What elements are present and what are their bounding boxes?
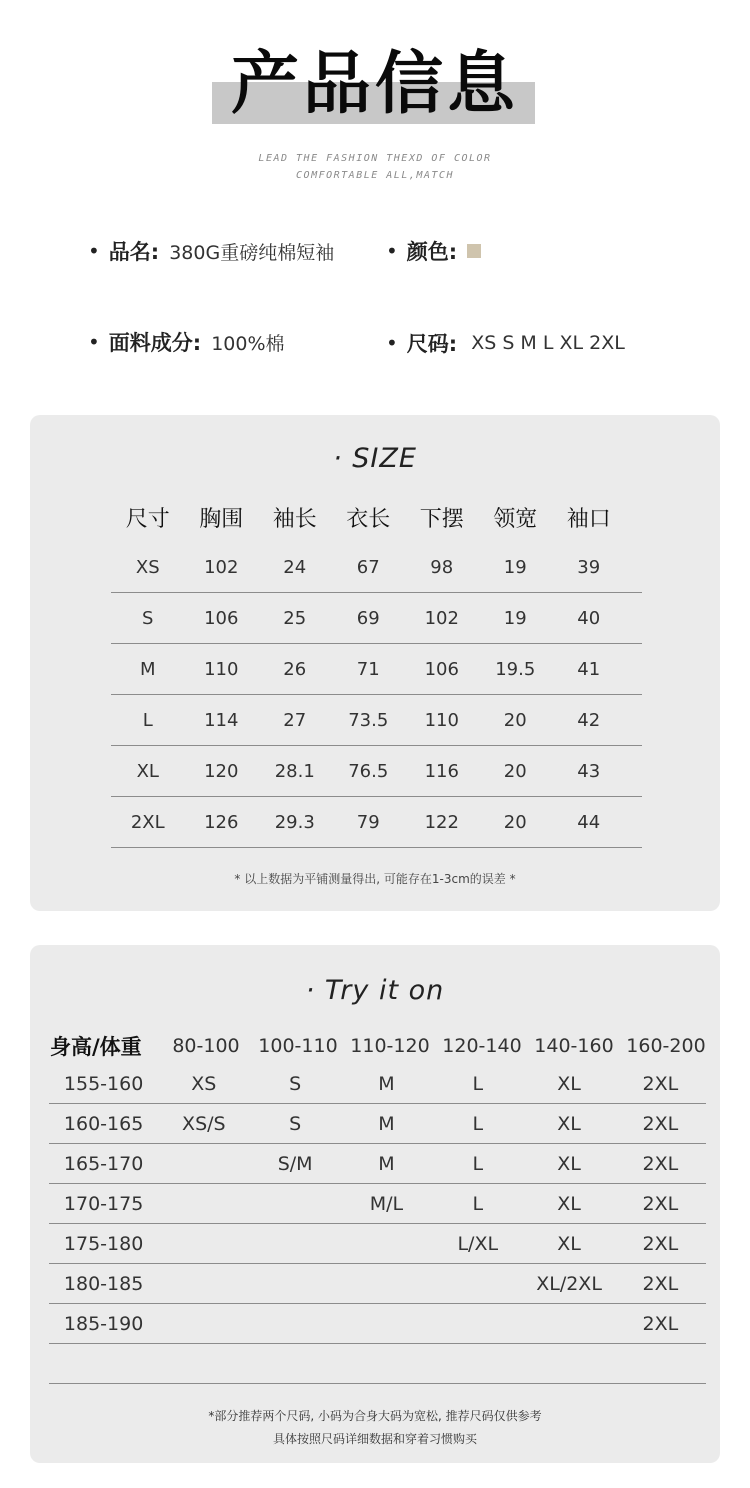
table-cell: S bbox=[142, 607, 154, 629]
info-fabric bbox=[88, 327, 285, 357]
page-title: 产品信息 bbox=[230, 45, 519, 124]
table-cell: 28.1 bbox=[274, 760, 315, 782]
weight-header-cell: 100-110 bbox=[258, 1035, 338, 1057]
table-row bbox=[111, 593, 642, 644]
try-on-header-row bbox=[50, 1031, 712, 1061]
table-row bbox=[49, 1344, 706, 1384]
table-cell: 19 bbox=[503, 556, 527, 578]
recommended-size-cell: XL bbox=[557, 1072, 581, 1095]
table-cell: 120 bbox=[204, 760, 239, 782]
recommended-size-cell: L/XL bbox=[457, 1232, 499, 1255]
table-cell: 25 bbox=[283, 607, 307, 629]
table-cell: 20 bbox=[503, 811, 527, 833]
size-header-cell: 袖长 bbox=[272, 506, 317, 532]
size-header-cell: 袖口 bbox=[566, 506, 611, 532]
recommended-size-cell: 2XL bbox=[642, 1072, 679, 1095]
recommended-size-cell: XL/2XL bbox=[536, 1272, 602, 1295]
table-cell: M bbox=[139, 658, 156, 680]
table-cell: 19.5 bbox=[495, 658, 536, 680]
table-cell: 110 bbox=[204, 658, 239, 680]
tagline-line-1: LEAD THE FASHION THEXD OF COLOR bbox=[258, 153, 492, 164]
table-cell: 40 bbox=[577, 607, 601, 629]
recommended-size-cell: L bbox=[472, 1112, 484, 1135]
table-cell: 116 bbox=[424, 760, 459, 782]
recommended-size-cell: S bbox=[289, 1072, 302, 1095]
size-header-cell: 胸围 bbox=[199, 506, 244, 532]
table-cell: 106 bbox=[424, 658, 459, 680]
table-cell: 20 bbox=[503, 760, 527, 782]
size-header-cell: 尺寸 bbox=[125, 506, 170, 532]
height-cell: 175-180 bbox=[63, 1232, 144, 1255]
height-cell: 155-160 bbox=[63, 1072, 144, 1095]
try-on-title: · Try it on bbox=[305, 975, 445, 1006]
table-cell: L bbox=[142, 709, 153, 731]
table-cell: 76.5 bbox=[348, 760, 389, 782]
table-row bbox=[111, 644, 642, 695]
table-row bbox=[49, 1224, 706, 1264]
size-header-cell: 衣长 bbox=[346, 506, 391, 532]
size-header-cell: 下摆 bbox=[419, 506, 464, 532]
table-row bbox=[111, 746, 642, 797]
recommended-size-cell: 2XL bbox=[642, 1232, 679, 1255]
bullet-icon: • bbox=[386, 239, 398, 263]
recommended-size-cell: XL bbox=[557, 1232, 581, 1255]
color-swatch bbox=[467, 244, 481, 258]
table-cell: 44 bbox=[577, 811, 601, 833]
table-cell: XL bbox=[136, 760, 159, 782]
table-row bbox=[49, 1104, 706, 1144]
size-table-body bbox=[111, 542, 642, 848]
table-row bbox=[111, 695, 642, 746]
recommended-size-cell: 2XL bbox=[642, 1112, 679, 1135]
recommended-size-cell: L bbox=[472, 1192, 484, 1215]
table-cell: 24 bbox=[283, 556, 307, 578]
table-row bbox=[49, 1064, 706, 1104]
table-cell: 114 bbox=[204, 709, 239, 731]
table-cell: 110 bbox=[424, 709, 459, 731]
table-cell: 102 bbox=[204, 556, 239, 578]
table-cell: 39 bbox=[577, 556, 601, 578]
color-label: 颜色: bbox=[406, 240, 458, 264]
try-on-table-body bbox=[49, 1064, 706, 1384]
height-cell: 165-170 bbox=[63, 1152, 144, 1175]
table-cell: 26 bbox=[283, 658, 307, 680]
try-on-note-1: *部分推荐两个尺码, 小码为合身大码为宽松, 推荐尺码仅供参考 bbox=[208, 1409, 542, 1423]
table-cell: 126 bbox=[204, 811, 239, 833]
recommended-size-cell: M bbox=[378, 1152, 395, 1175]
table-cell: 2XL bbox=[130, 811, 165, 833]
table-row bbox=[49, 1184, 706, 1224]
try-on-note-2: 具体按照尺码详细数据和穿着习惯购买 bbox=[272, 1432, 477, 1446]
size-value: XS S M L XL 2XL bbox=[471, 332, 625, 354]
table-cell: 69 bbox=[356, 607, 380, 629]
table-cell: 29.3 bbox=[274, 811, 315, 833]
table-cell: XS bbox=[135, 556, 160, 578]
product-name-value: 380G重磅纯棉短袖 bbox=[169, 241, 335, 264]
height-cell: 170-175 bbox=[63, 1192, 144, 1215]
weight-header-cell: 120-140 bbox=[442, 1035, 522, 1057]
table-row bbox=[49, 1264, 706, 1304]
size-header-cell: 领宽 bbox=[493, 506, 538, 532]
recommended-size-cell: XL bbox=[557, 1192, 581, 1215]
recommended-size-cell: 2XL bbox=[642, 1192, 679, 1215]
table-cell: 41 bbox=[577, 658, 601, 680]
recommended-size-cell: 2XL bbox=[642, 1272, 679, 1295]
table-cell: 67 bbox=[356, 556, 380, 578]
size-table-header bbox=[111, 499, 641, 535]
table-row bbox=[49, 1304, 706, 1344]
size-chart-note: * 以上数据为平铺测量得出, 可能存在1-3cm的误差 * bbox=[234, 872, 516, 886]
recommended-size-cell: XS/S bbox=[182, 1112, 226, 1135]
bullet-icon: • bbox=[88, 239, 100, 263]
size-label: 尺码: bbox=[406, 332, 458, 356]
table-cell: 71 bbox=[356, 658, 380, 680]
table-row bbox=[111, 542, 642, 593]
recommended-size-cell: 2XL bbox=[642, 1312, 679, 1335]
info-product-name bbox=[88, 236, 334, 266]
recommended-size-cell: L bbox=[472, 1072, 484, 1095]
tagline-line-2: COMFORTABLE ALL,MATCH bbox=[296, 170, 454, 181]
recommended-size-cell: S/M bbox=[277, 1152, 313, 1175]
size-chart-title: · SIZE bbox=[333, 443, 417, 474]
recommended-size-cell: M bbox=[378, 1112, 395, 1135]
height-cell: 185-190 bbox=[63, 1312, 144, 1335]
try-on-panel bbox=[30, 945, 720, 1463]
bullet-icon: • bbox=[88, 330, 100, 354]
table-cell: 122 bbox=[424, 811, 459, 833]
height-weight-corner-label: 身高/体重 bbox=[50, 1035, 142, 1059]
recommended-size-cell: XL bbox=[557, 1112, 581, 1135]
size-chart-panel bbox=[30, 415, 720, 911]
fabric-value: 100%棉 bbox=[211, 332, 285, 355]
recommended-size-cell: L bbox=[472, 1152, 484, 1175]
weight-header-cell: 160-200 bbox=[626, 1035, 706, 1057]
table-cell: 20 bbox=[503, 709, 527, 731]
fabric-label: 面料成分: bbox=[108, 331, 202, 355]
table-row bbox=[111, 797, 642, 848]
weight-header-cell: 140-160 bbox=[534, 1035, 614, 1057]
recommended-size-cell: XS bbox=[191, 1072, 217, 1095]
product-name-label: 品名: bbox=[108, 240, 160, 264]
height-cell: 160-165 bbox=[63, 1112, 144, 1135]
info-sizes bbox=[386, 328, 625, 358]
info-color bbox=[386, 236, 481, 266]
weight-header-cell: 110-120 bbox=[350, 1035, 430, 1057]
table-cell: 42 bbox=[577, 709, 601, 731]
recommended-size-cell: M/L bbox=[369, 1192, 404, 1215]
recommended-size-cell: M bbox=[378, 1072, 395, 1095]
table-cell: 73.5 bbox=[348, 709, 389, 731]
table-cell: 43 bbox=[577, 760, 601, 782]
table-cell: 79 bbox=[356, 811, 380, 833]
recommended-size-cell: S bbox=[289, 1112, 302, 1135]
table-row bbox=[49, 1144, 706, 1184]
table-cell: 102 bbox=[424, 607, 459, 629]
weight-header-cell: 80-100 bbox=[172, 1035, 240, 1057]
table-cell: 19 bbox=[503, 607, 527, 629]
recommended-size-cell: XL bbox=[557, 1152, 581, 1175]
table-cell: 98 bbox=[430, 556, 454, 578]
table-cell: 27 bbox=[283, 709, 307, 731]
bullet-icon: • bbox=[386, 331, 398, 355]
table-cell: 106 bbox=[204, 607, 239, 629]
recommended-size-cell: 2XL bbox=[642, 1152, 679, 1175]
height-cell: 180-185 bbox=[63, 1272, 144, 1295]
